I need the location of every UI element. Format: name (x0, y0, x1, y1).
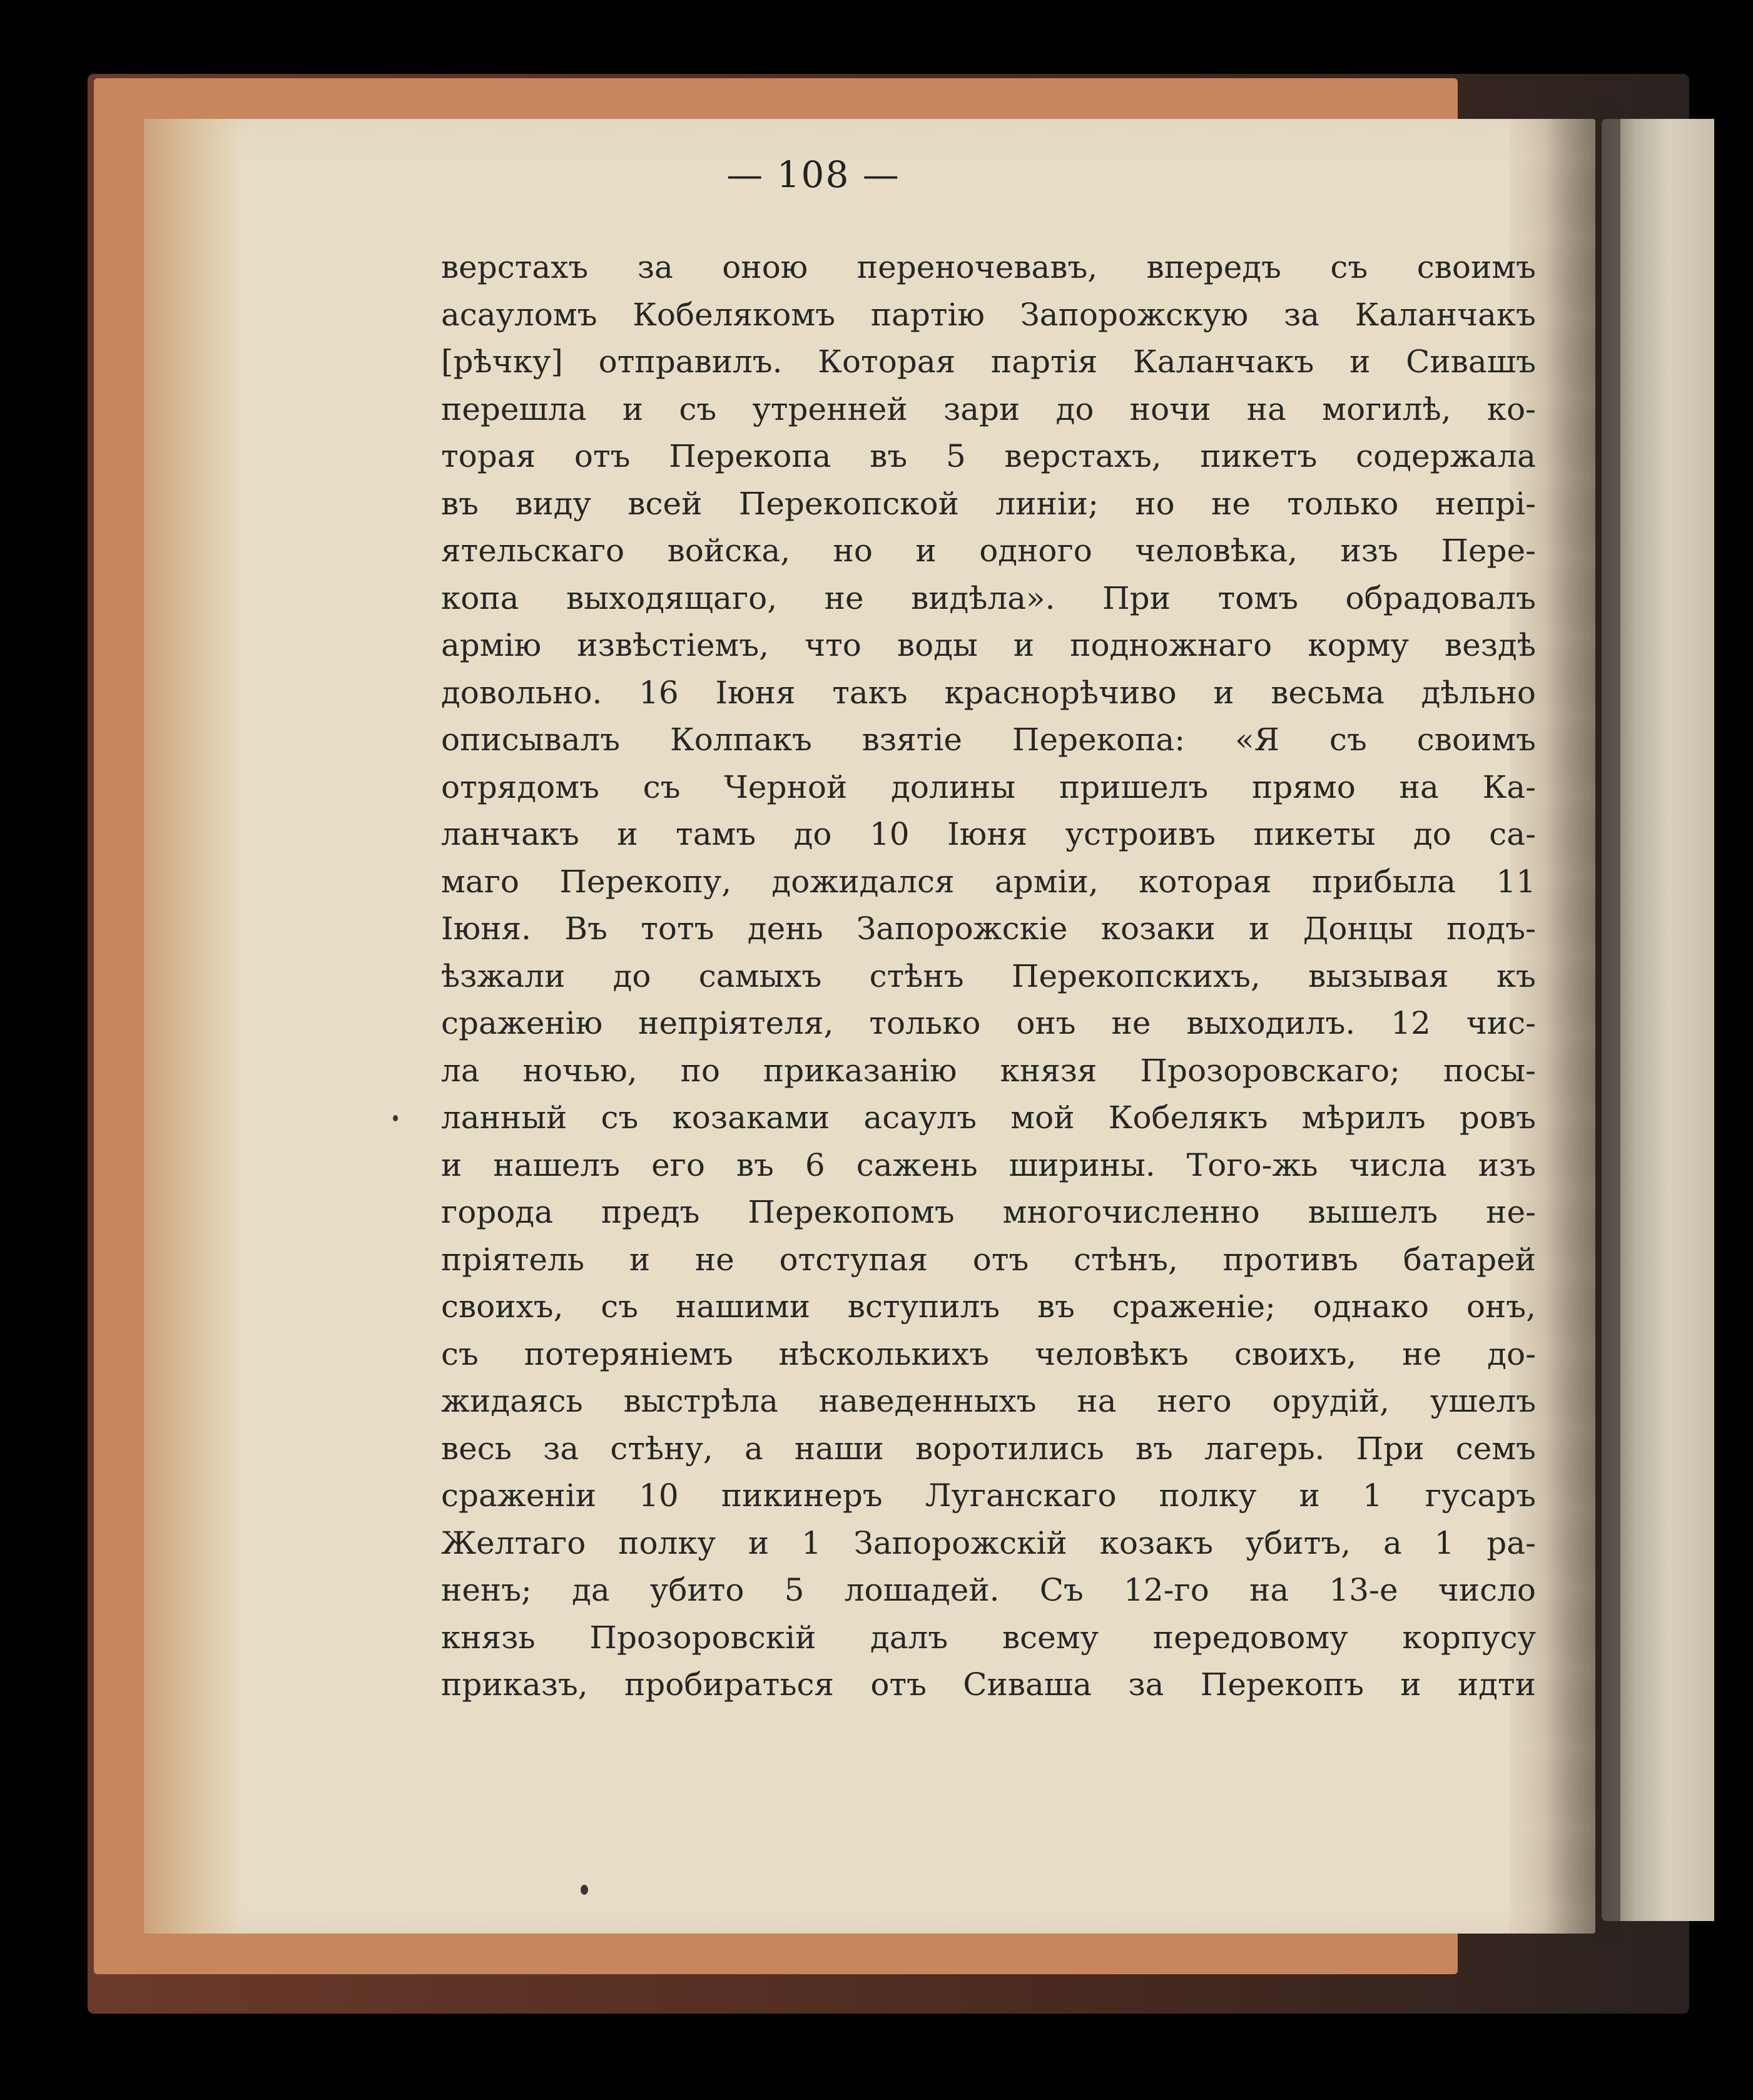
text-line: ланчакъ и тамъ до 10 Іюня устроивъ пикеты до са- (441, 816, 1536, 852)
text-line: ненъ; да убито 5 лошадей. Съ 12-го на 13-е число (441, 1572, 1536, 1608)
text-line: сраженіи 10 пикинеръ Луганскаго полку и 1 гусаръ (441, 1477, 1536, 1514)
text-line: князь Прозоровскій далъ всему передовому корпусу (441, 1619, 1536, 1656)
text-line: своихъ, съ нашими вступилъ въ сраженіе; однако онъ, (441, 1288, 1536, 1325)
text-line: ятельскаго войска, но и одного человѣка, изъ Пере- (441, 533, 1536, 569)
page-text (441, 244, 1536, 1709)
text-line: верстахъ за оною переночевавъ, впередъ съ своимъ (441, 249, 1536, 285)
spine-shadow (1545, 100, 1620, 1946)
paper-speck (581, 1885, 588, 1895)
text-line: асауломъ Кобелякомъ партію Запорожскую за Каланчакъ (441, 296, 1536, 333)
text-line: довольно. 16 Іюня такъ краснорѣчиво и весьма дѣльно (441, 674, 1536, 711)
text-line: города предъ Перекопомъ многочисленно вышелъ не- (441, 1194, 1536, 1230)
text-line: перешла и съ утренней зари до ночи на могилѣ, ко- (441, 390, 1536, 427)
text-line: торая отъ Перекопа въ 5 верстахъ, пикетъ содержала (441, 438, 1536, 474)
text-line: Желтаго полку и 1 Запорожскій козакъ убитъ, а 1 ра- (441, 1524, 1536, 1561)
text-line: въ виду всей Перекопской линіи; но не только непрі- (441, 485, 1536, 522)
page-number: — 108 — (726, 153, 900, 196)
text-line: жидаясь выстрѣла наведенныхъ на него орудій, ушелъ (441, 1383, 1536, 1419)
page-gutter-stain (144, 119, 244, 1934)
text-line: сраженію непріятеля, только онъ не выходилъ. 12 чис- (441, 1005, 1536, 1041)
text-line: копа выходящаго, не видѣла». При томъ обрадовалъ (441, 579, 1536, 616)
text-line: маго Перекопу, дожидался арміи, которая прибыла 11 (441, 863, 1536, 900)
text-line: ѣзжали до самыхъ стѣнъ Перекопскихъ, вызывая къ (441, 957, 1536, 994)
text-line: Іюня. Въ тотъ день Запорожскіе козаки и Донцы подъ- (441, 910, 1536, 947)
text-line: описывалъ Колпакъ взятіе Перекопа: «Я съ своимъ (441, 721, 1536, 758)
text-line: армію извѣстіемъ, что воды и подножнаго корму вездѣ (441, 627, 1536, 663)
text-line: ланный съ козаками асаулъ мой Кобелякъ мѣрилъ ровъ (441, 1099, 1536, 1136)
text-line: ла ночью, по приказанію князя Прозоровскаго; посы- (441, 1052, 1536, 1089)
text-line: весь за стѣну, а наши воротились въ лагерь. При семъ (441, 1430, 1536, 1467)
paper-speck (393, 1115, 398, 1121)
text-line: отрядомъ съ Черной долины пришелъ прямо на Ка- (441, 768, 1536, 805)
text-line: пріятель и не отступая отъ стѣнъ, противъ батарей (441, 1241, 1536, 1278)
text-line: съ потеряніемъ нѣсколькихъ человѣкъ своихъ, не до- (441, 1335, 1536, 1372)
text-line: [рѣчку] отправилъ. Которая партія Каланчакъ и Сивашъ (441, 344, 1536, 380)
text-line: приказъ, пробираться отъ Сиваша за Перекопъ и идти (441, 1666, 1536, 1703)
text-line: и нашелъ его въ 6 сажень ширины. Того-жь числа изъ (441, 1146, 1536, 1183)
